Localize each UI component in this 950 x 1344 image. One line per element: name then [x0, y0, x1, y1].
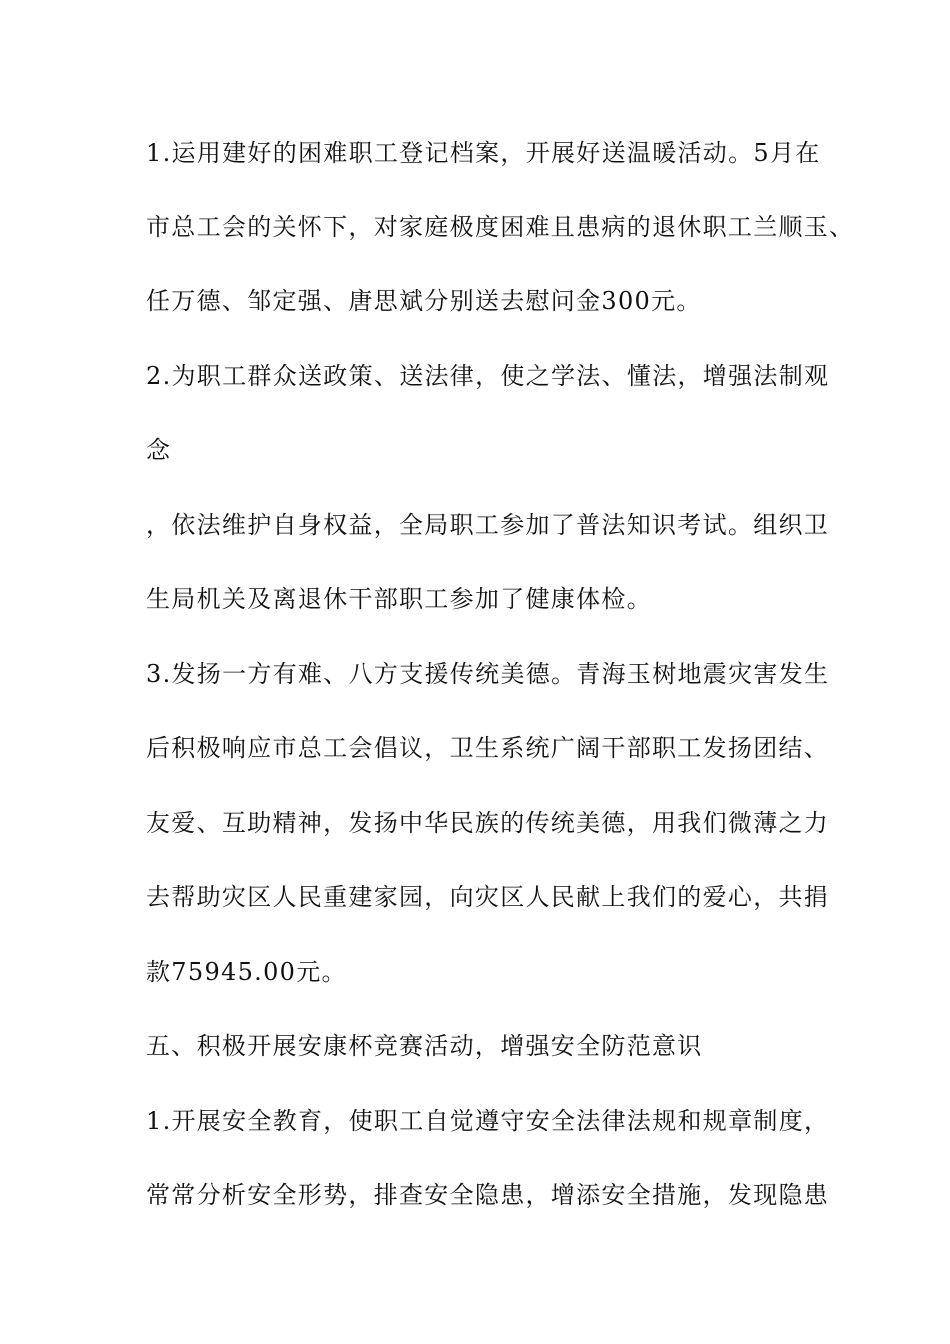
text-line: 友爱、互助精神，发扬中华民族的传统美德，用我们微薄之力: [146, 809, 830, 837]
text-line: 1.运用建好的困难职工登记档案，开展好送温暖活动。5月在: [146, 139, 821, 167]
text-line: 市总工会的关怀下，对家庭极度困难且患病的退休职工兰顺玉、: [146, 213, 855, 241]
text-line: 念: [146, 436, 172, 464]
text-line: ，依法维护自身权益，全局职工参加了普法知识考试。组织卫: [146, 511, 830, 539]
text-line: 3.发扬一方有难、八方支援传统美德。青海玉树地震灾害发生: [146, 660, 830, 688]
text-line: 常常分析安全形势，排查安全隐患，增添安全措施，发现隐患: [146, 1181, 830, 1209]
text-line: 2.为职工群众送政策、送法律，使之学法、懂法，增强法制观: [146, 362, 830, 390]
text-line: 1.开展安全教育，使职工自觉遵守安全法律法规和规章制度，: [146, 1107, 830, 1135]
text-line: 任万德、邹定强、唐思斌分别送去慰问金300元。: [146, 287, 702, 315]
text-line: 后积极响应市总工会倡议，卫生系统广阔干部职工发扬团结、: [146, 734, 830, 762]
text-line: 款75945.00元。: [146, 958, 347, 986]
text-line: 生局机关及离退休干部职工参加了健康体检。: [146, 585, 652, 613]
section-heading: 五、积极开展安康杯竞赛活动，增强安全防范意识: [146, 1032, 703, 1060]
text-line: 去帮助灾区人民重建家园，向灾区人民献上我们的爱心，共捐: [146, 883, 830, 911]
